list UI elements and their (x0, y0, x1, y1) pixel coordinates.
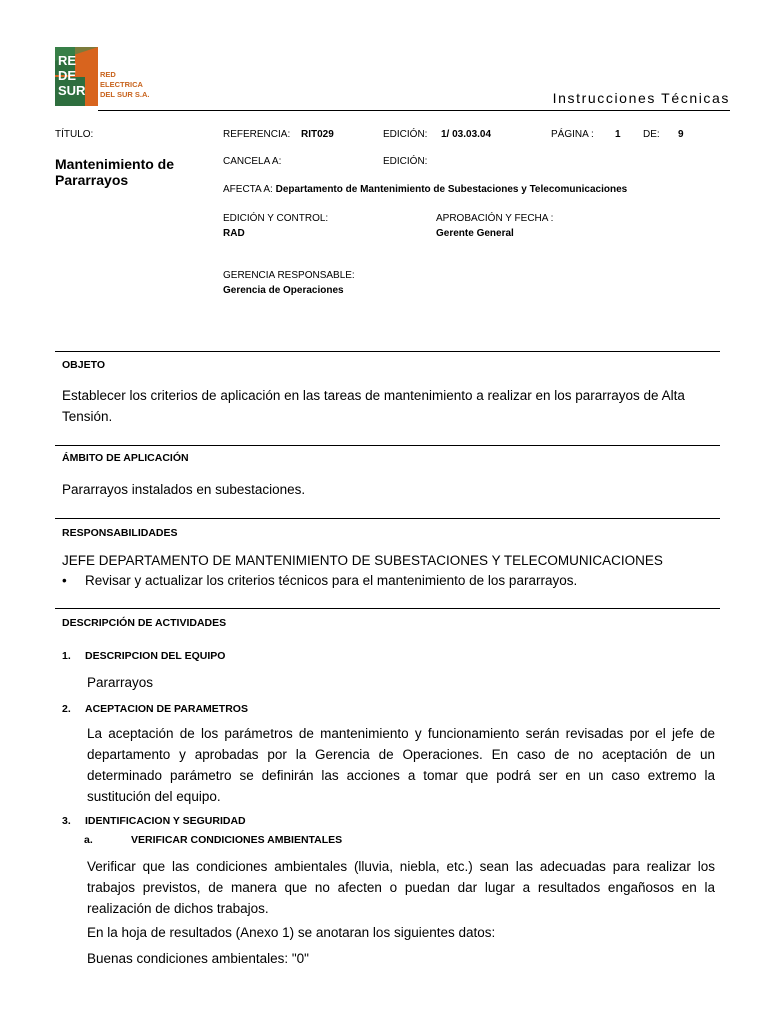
logo-line-1: RE (58, 53, 77, 68)
edition2-label: EDICIÓN: (383, 156, 428, 167)
company-logo (55, 47, 98, 106)
activity-2-text: La aceptación de los parámetros de mantenimiento y funcionamiento serán revisadas por el jefe de departamento y aprobadas por la Gerencia de Operaciones. En caso de no aceptación de un determinado parámetro se definirán las acciones a tomar que podrá ser en un caso extremo la sustitución del equipo. (87, 726, 715, 804)
activities-heading: DESCRIPCIÓN DE ACTIVIDADES (62, 617, 227, 629)
approval-label: APROBACIÓN Y FECHA : (436, 213, 554, 224)
title-label: TÍTULO: (55, 129, 94, 140)
responsibilities-bullet (62, 570, 577, 591)
section-divider (55, 351, 720, 352)
activity-3a-text: Verificar que las condiciones ambientales (lluvia, niebla, etc.) sean las adecuadas para realizar los trabajos previstos, de manera que no afecten o puedan dar lugar a resultados engañosos en la realización de dichos trabajos. (87, 859, 715, 916)
responsibilities-title: JEFE DEPARTAMENTO DE MANTENIMIENTO DE SUBESTACIONES Y TELECOMUNICACIONES (62, 553, 663, 568)
company-name (100, 70, 149, 100)
document-type: Instrucciones Técnicas (552, 90, 730, 106)
section-divider (55, 608, 720, 609)
bullet-text: Revisar y actualizar los criterios técnicos para el mantenimiento de los pararrayos. (85, 573, 578, 588)
edition-value: 1/ 03.03.04 (441, 129, 492, 140)
activity-3-title: IDENTIFICACION Y SEGURIDAD (85, 815, 246, 827)
affects-label: AFECTA A: (223, 184, 273, 195)
company-line-3: DEL SUR S.A. (100, 90, 150, 99)
edition-label: EDICIÓN: (383, 129, 428, 140)
activity-3a-text-2: En la hoja de resultados (Anexo 1) se anotaran los siguientes datos: (87, 925, 496, 940)
activity-1-text: Pararrayos (87, 675, 154, 690)
cancels-label: CANCELA A: (223, 156, 282, 167)
edition-control-label: EDICIÓN Y CONTROL: (223, 213, 329, 224)
affects-value: Departamento de Mantenimiento de Subestaciones y Telecomunicaciones (275, 184, 628, 195)
management-value: Gerencia de Operaciones (223, 285, 344, 296)
scope-text: Pararrayos instalados en subestaciones. (62, 482, 306, 497)
responsibilities-heading: RESPONSABILIDADES (62, 527, 178, 539)
activity-3a-text-3: Buenas condiciones ambientales: "0" (87, 951, 309, 966)
activity-3a-letter: a. (84, 834, 93, 846)
scope-heading: ÁMBITO DE APLICACIÓN (62, 452, 189, 464)
activity-3-number: 3. (62, 815, 71, 827)
activity-3a-title: VERIFICAR CONDICIONES AMBIENTALES (131, 834, 343, 846)
edition-control-value: RAD (223, 228, 245, 239)
activity-1-number: 1. (62, 650, 71, 662)
company-line-1: RED (100, 70, 116, 79)
management-label: GERENCIA RESPONSABLE: (223, 270, 355, 281)
bullet-icon: • (62, 573, 67, 588)
objective-heading: OBJETO (62, 359, 105, 371)
objective-text: Establecer los criterios de aplicación en las tareas de mantenimiento a realizar en los pararrayos de Alta Tensión. (62, 388, 685, 424)
logo-line-2: DE (58, 68, 77, 83)
total-pages-value: 9 (678, 129, 684, 140)
activity-2-title: ACEPTACION DE PARAMETROS (85, 703, 248, 715)
section-divider (55, 445, 720, 446)
reference-label: REFERENCIA: (223, 129, 291, 140)
affects-row (223, 184, 627, 195)
page-value: 1 (615, 129, 621, 140)
of-label: DE: (643, 129, 660, 140)
header-divider (98, 110, 730, 111)
company-line-2: ELECTRICA (100, 80, 143, 89)
approval-value: Gerente General (436, 228, 514, 239)
activity-2-number: 2. (62, 703, 71, 715)
reference-value: RIT029 (301, 129, 334, 140)
logo-line-3: SUR (58, 83, 86, 98)
activity-1-title: DESCRIPCION DEL EQUIPO (85, 650, 226, 662)
section-divider (55, 518, 720, 519)
document-title: Mantenimiento de Pararrayos (55, 156, 175, 188)
page-label: PÁGINA : (551, 129, 594, 140)
